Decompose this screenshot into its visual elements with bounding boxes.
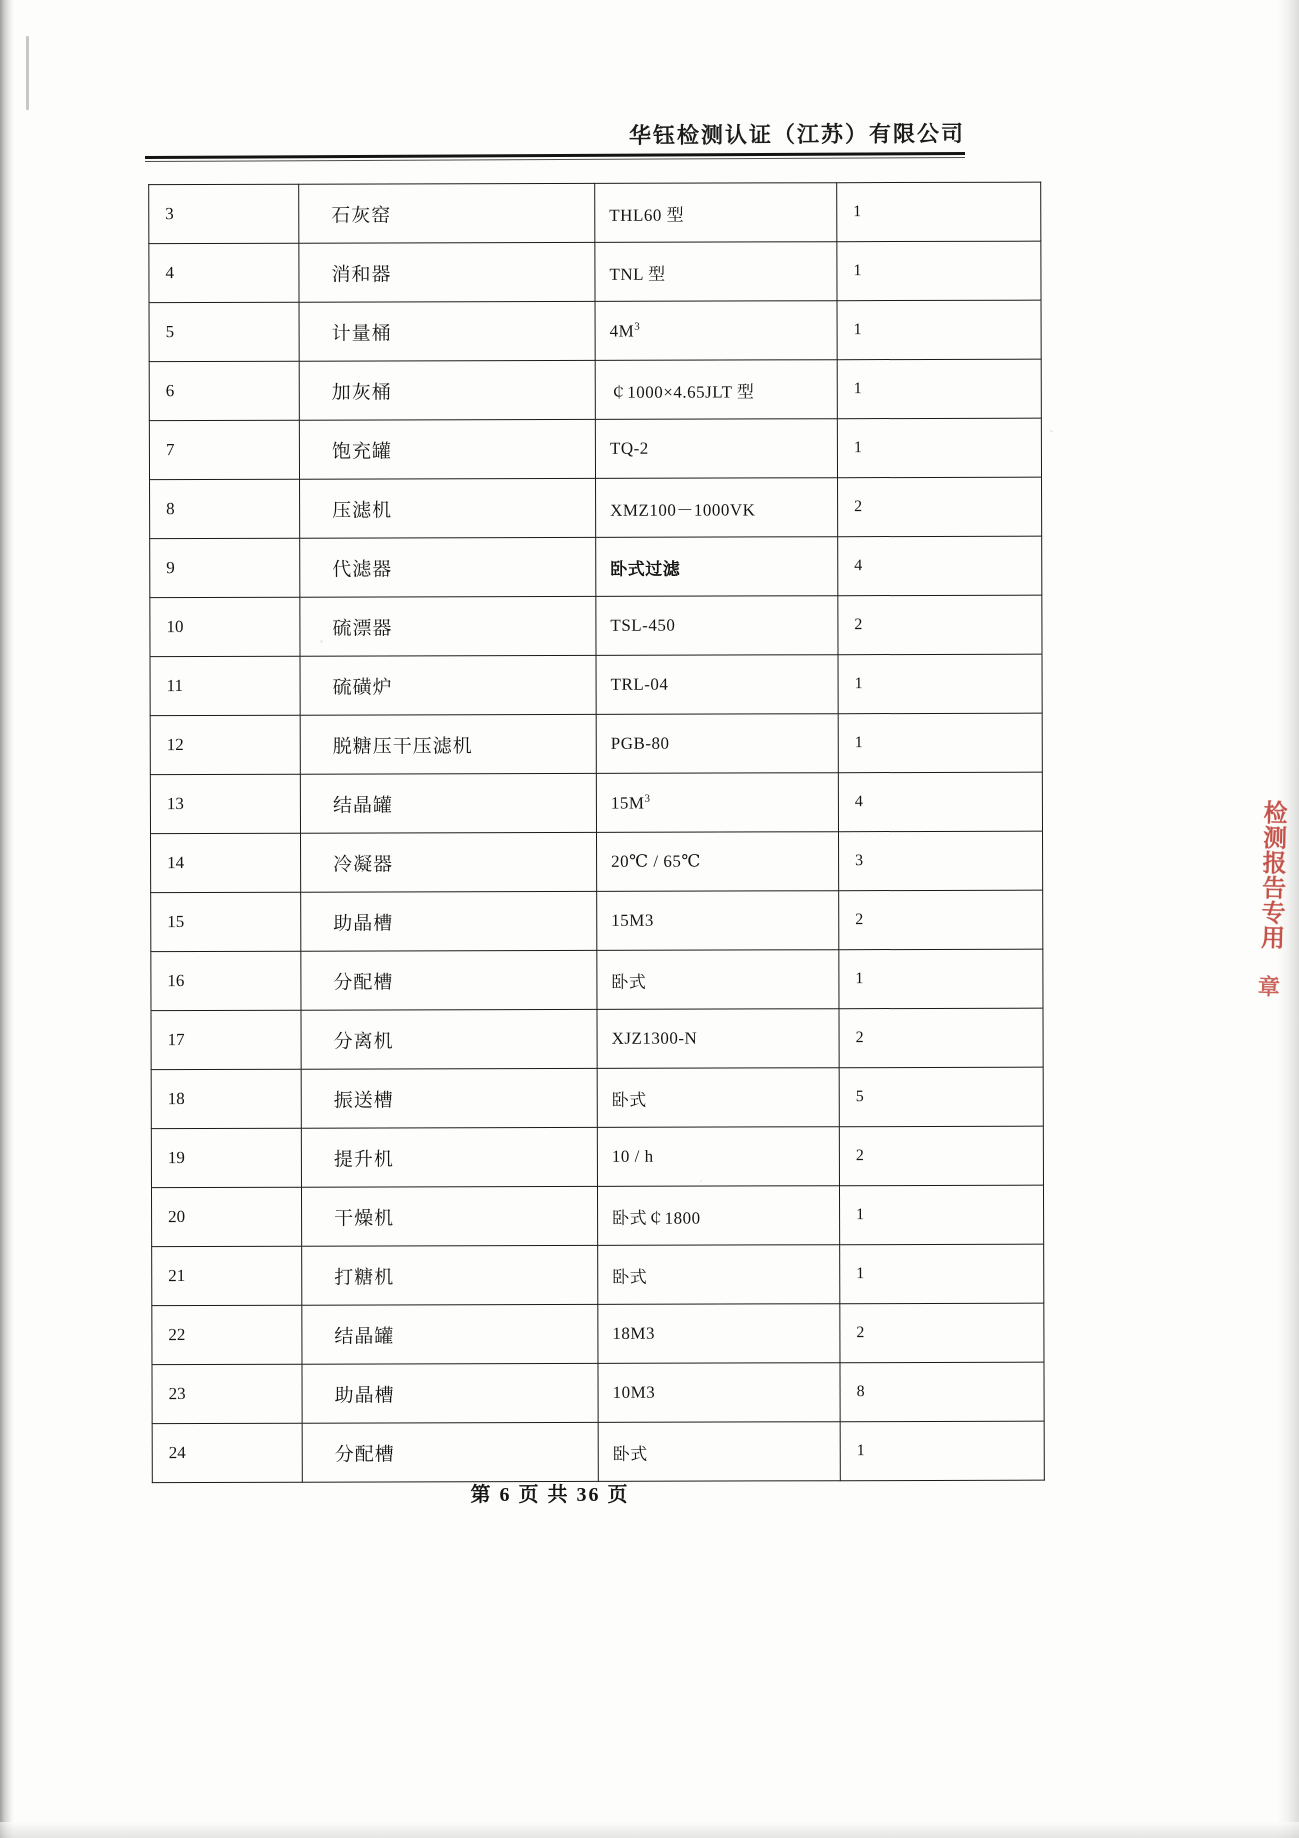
table-row [151,949,1043,1010]
cell-index: 23 [152,1364,302,1423]
cell-equipment-name: 助晶槽 [302,1363,598,1423]
cell-index: 8 [150,479,300,538]
superscript-exponent: 3 [644,792,651,805]
scan-artifact-bar [26,36,29,110]
cell-model-spec: ￠1000×4.65JLT 型 [595,360,837,420]
cell-quantity: 1 [837,300,1041,360]
cell-index: 9 [150,538,300,597]
cell-model-spec: PGB-80 [596,714,838,774]
table-row [150,654,1042,715]
cell-equipment-name: 硫磺炉 [300,655,596,715]
cell-index: 17 [151,1010,301,1069]
cell-equipment-name: 分配槽 [302,1422,598,1482]
table-row [151,1008,1043,1069]
equipment-table-wrapper [148,182,960,1483]
cell-equipment-name: 计量桶 [299,301,595,361]
cell-index: 6 [149,361,299,420]
cell-quantity: 2 [838,477,1042,537]
table-row [151,831,1043,892]
cell-index: 16 [151,951,301,1010]
cell-model-spec: TRL-04 [596,655,838,715]
cell-equipment-name: 代滤器 [300,537,596,597]
cell-quantity: 1 [837,418,1041,478]
table-row [152,1421,1044,1482]
cell-equipment-name: 石灰窑 [299,183,595,243]
cell-model-spec: XJZ1300-N [597,1009,839,1069]
cell-model-spec: 卧式 [598,1245,840,1305]
table-row [151,1067,1043,1128]
cell-equipment-name: 助晶槽 [301,891,597,951]
cell-equipment-name: 振送槽 [301,1068,597,1128]
red-seal-text: 检测报告专用 [1256,799,1286,951]
cell-quantity: 1 [840,1244,1044,1304]
cell-quantity: 2 [839,890,1043,950]
table-row [152,1303,1044,1364]
cell-quantity: 4 [838,772,1042,832]
cell-index: 24 [152,1423,302,1482]
cell-index: 3 [149,184,299,243]
cell-quantity: 2 [838,595,1042,655]
cell-model-spec: 卧式过滤 [596,537,838,597]
table-row [149,359,1041,420]
cell-index: 14 [151,833,301,892]
cell-equipment-name: 消和器 [299,242,595,302]
cell-equipment-name: 分配槽 [301,950,597,1010]
cell-quantity: 5 [839,1067,1043,1127]
table-row [149,300,1041,361]
cell-index: 11 [150,656,300,715]
cell-index: 12 [150,715,300,774]
cell-equipment-name: 饱充罐 [299,419,595,479]
cell-model-spec: THL60 型 [595,183,837,243]
cell-quantity: 1 [839,949,1043,1009]
equipment-table-body [149,182,1045,1482]
cell-model-spec: 20℃ / 65℃ [596,832,838,892]
cell-model-spec: TNL 型 [595,242,837,302]
cell-equipment-name: 干燥机 [301,1186,597,1246]
cell-index: 15 [151,892,301,951]
cell-index: 5 [149,302,299,361]
cell-model-spec: 18M3 [598,1304,840,1364]
cell-equipment-name: 打糖机 [302,1245,598,1305]
cell-index: 20 [151,1187,301,1246]
scan-edge-marks [1267,612,1277,672]
table-row [150,713,1042,774]
scan-bottom-edge [0,1822,1299,1838]
table-row [151,890,1043,951]
page-header [145,118,965,164]
cell-model-spec: $4M^3$ [595,301,837,361]
table-row [150,536,1042,597]
page-footer: 第 6 页 共 36 页 [470,1484,630,1506]
cell-model-spec: 卧式 [598,1422,840,1482]
cell-model-spec: XMZ100－1000VK [596,478,838,538]
cell-model-spec: 10 / h [597,1127,839,1187]
table-row [149,241,1041,302]
cell-quantity: 8 [840,1362,1044,1422]
cell-index: 7 [149,420,299,479]
cell-quantity: 1 [838,713,1042,773]
cell-equipment-name: 结晶罐 [300,773,596,833]
cell-equipment-name: 提升机 [301,1127,597,1187]
cell-index: 19 [151,1128,301,1187]
cell-equipment-name: 加灰桶 [299,360,595,420]
cell-quantity: 3 [838,831,1042,891]
cell-quantity: 1 [838,654,1042,714]
cell-index: 10 [150,597,300,656]
superscript-exponent: 3 [634,320,641,333]
cell-equipment-name: 分离机 [301,1009,597,1069]
cell-index: 22 [152,1305,302,1364]
cell-quantity: 1 [840,1421,1044,1481]
cell-index: 18 [151,1069,301,1128]
paper-speck [1050,430,1053,432]
equipment-table [148,182,1045,1483]
table-row [151,1126,1043,1187]
red-seal-mark: 章 [1255,974,1281,998]
cell-equipment-name: 硫漂器 [300,596,596,656]
scan-left-edge [0,0,14,1838]
cell-quantity: 4 [838,536,1042,596]
cell-equipment-name: 脱糖压干压滤机 [300,714,596,774]
cell-quantity: 1 [837,241,1041,301]
cell-equipment-name: 冷凝器 [301,832,597,892]
cell-equipment-name: 结晶罐 [302,1304,598,1364]
table-row [152,1362,1044,1423]
cell-index: 21 [152,1246,302,1305]
cell-model-spec: TQ-2 [595,419,837,479]
cell-quantity: 2 [840,1303,1044,1363]
cell-equipment-name: 压滤机 [300,478,596,538]
table-row [149,418,1041,479]
cell-model-spec: TSL-450 [596,596,838,656]
table-row [150,477,1042,538]
table-row [150,595,1042,656]
cell-model-spec: 卧式 [597,950,839,1010]
cell-quantity: 1 [837,182,1041,242]
cell-quantity: 2 [839,1126,1043,1186]
table-row [151,1185,1043,1246]
cell-model-spec: 卧式 [597,1068,839,1128]
table-row [150,772,1042,833]
cell-quantity: 1 [837,359,1041,419]
cell-quantity: 1 [839,1185,1043,1245]
cell-quantity: 2 [839,1008,1043,1068]
cell-model-spec: 15M3 [597,891,839,951]
cell-index: 13 [150,774,300,833]
cell-model-spec: $15M^3$ [596,773,838,833]
company-name: 华钰检测认证（江苏）有限公司 [628,120,966,149]
cell-index: 4 [149,243,299,302]
cell-model-spec: 10M3 [598,1363,840,1423]
table-row [152,1244,1044,1305]
table-row [149,182,1041,243]
cell-model-spec: 卧式￠1800 [597,1186,839,1246]
